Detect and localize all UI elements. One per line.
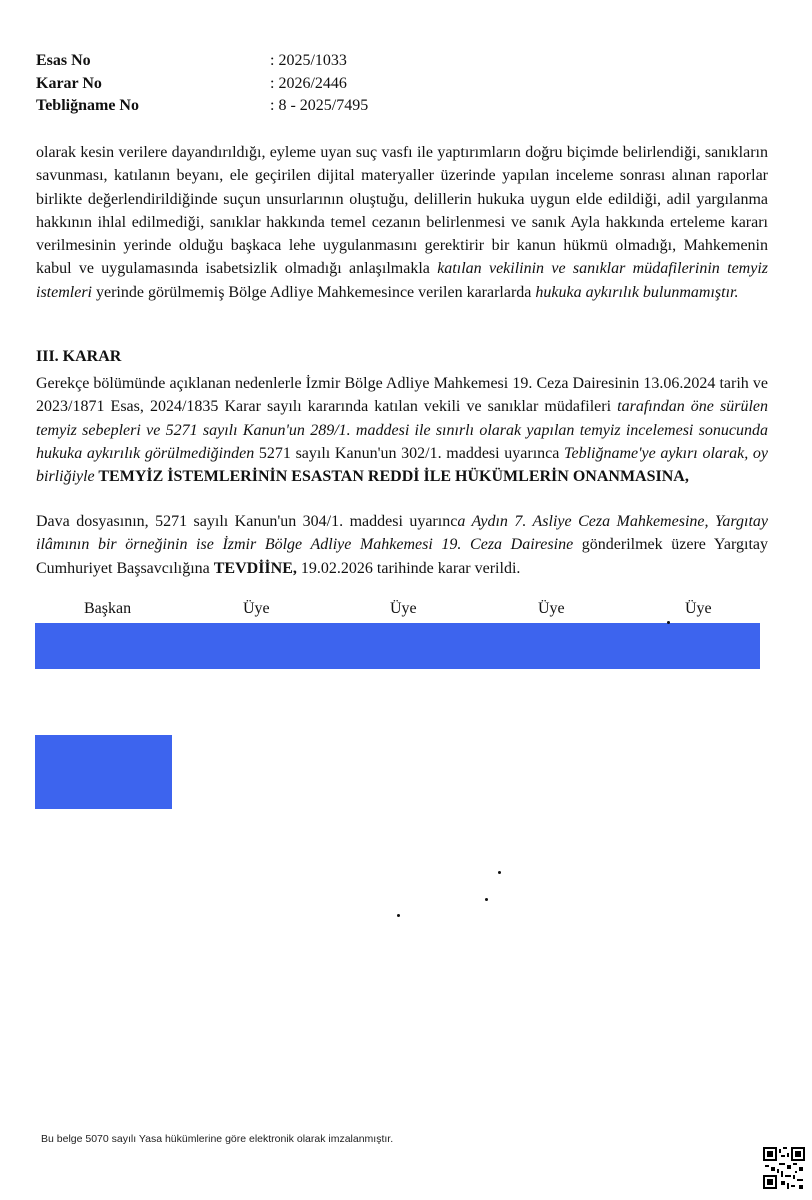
redaction-bar bbox=[35, 623, 760, 669]
redaction-block bbox=[35, 735, 172, 809]
meta-value: : 2025/1033 bbox=[270, 52, 347, 69]
qr-code-icon bbox=[763, 1147, 805, 1189]
text-run-italic: katılan vekilinin ve sanıklar müdafilerinin temyiz istemleri bbox=[36, 260, 768, 301]
text-run: Dava dosyasının, 5271 sayılı Kanun'un 304/1. maddesi uyarınc bbox=[36, 513, 458, 530]
meta-value: : 8 - 2025/7495 bbox=[270, 97, 369, 114]
meta-label: Karar No bbox=[36, 74, 102, 92]
signature-title-uye: Üye bbox=[390, 600, 417, 617]
signature-title-uye: Üye bbox=[685, 600, 712, 617]
signature-title-baskan: Başkan bbox=[84, 600, 132, 617]
meta-label: Tebliğname No bbox=[36, 97, 139, 114]
text-run-bold: TEMYİZ İSTEMLERİNİN ESASTAN REDDİ İLE HÜKÜMLERİN ONANMASINA, bbox=[94, 468, 689, 486]
meta-row-karar bbox=[36, 73, 368, 96]
text-run: 5271 sayılı Kanun'un 302/1. maddesi uyarınca bbox=[254, 444, 565, 462]
reasoning-paragraph bbox=[36, 141, 768, 304]
text-run: Gerekçe bölümünde açıklanan nedenlerle İzmir Bölge Adliye Mahkemesi 19. Ceza Dairesinin 13.06.2024 tarih ve 2023/1871 Esas, 2024/1835 Karar sayılı kararında katılan vekili ve sanıklar müdafileri bbox=[36, 375, 768, 416]
case-meta bbox=[36, 50, 368, 118]
verdict-paragraph bbox=[36, 372, 768, 488]
text-run-bold: TEVDİİNE, bbox=[213, 559, 297, 577]
text-run-italic: hukuka aykırılık bulunmamıştır. bbox=[535, 283, 739, 301]
text-run: 19.02.2026 tarihinde karar verildi. bbox=[296, 559, 521, 577]
stray-dot bbox=[485, 898, 488, 901]
text-run: yerinde görülmemiş Bölge Adliye Mahkemesince verilen kararlarda bbox=[92, 283, 536, 301]
text-run: olarak kesin verilere dayandırıldığı, eyleme uyan suç vasfı ile yaptırımların doğru biçimde belirlendiği, sanıkların savunması, katılanın beyanı, ele geçirilen dijital materyaller üzerinde yapılan inceleme sonrası alınan raporlar birlikte değerlendirildiğinde suçun unsurlarının oluştuğu, delillerin hukuka uygun elde edildiği, adil yargılanma hakkının ihlal edilmediği, sanıklar hakkında temel cezanın belirlenmesi ve sanık Ayla hakkında erteleme kararı verilmesinin yerinde olduğu başkaca lehe uygulanmasını gerektirir bir kanun hükmü olmadığı, Mahkemenin kabul ve uygulamasında isabetsizlik olmadığı anlaşılmakla bbox=[36, 144, 768, 278]
text-run-italic: tarafından öne sürülen temyiz sebepleri ve 5271 sayılı Kanun'un 289/1. maddesi ile sınırlı olarak yapılan temyiz incelemesi sonucunda hukuka aykırılık görülmediğinden bbox=[36, 398, 768, 462]
stray-dot bbox=[498, 871, 501, 874]
signature-title-uye: Üye bbox=[243, 600, 270, 617]
text-run-italic: Tebliğname'ye aykırı olarak, oy birliğiyle bbox=[36, 444, 768, 486]
stray-dot bbox=[667, 621, 670, 624]
meta-value: : 2026/2446 bbox=[270, 74, 347, 92]
text-run-italic: a Aydın 7. Asliye Ceza Mahkemesine, Yargıtay ilâmının bir örneğinin ise İzmir Bölge Adliye Mahkemesi 19. Ceza Dairesine bbox=[36, 513, 768, 554]
meta-row-esas bbox=[36, 50, 368, 73]
section-heading: III. KARAR bbox=[36, 348, 122, 365]
signature-titles bbox=[0, 600, 812, 622]
text-run: gönderilmek üzere Yargıtay Cumhuriyet Başsavcılığına bbox=[36, 536, 768, 577]
meta-label: Esas No bbox=[36, 52, 91, 69]
meta-row-tebligname bbox=[36, 95, 368, 118]
e-signature-note: Bu belge 5070 sayılı Yasa hükümlerine göre elektronik olarak imzalanmıştır. bbox=[41, 1133, 394, 1145]
dispatch-paragraph bbox=[36, 510, 768, 580]
signature-title-uye: Üye bbox=[538, 600, 565, 617]
stray-dot bbox=[397, 914, 400, 917]
